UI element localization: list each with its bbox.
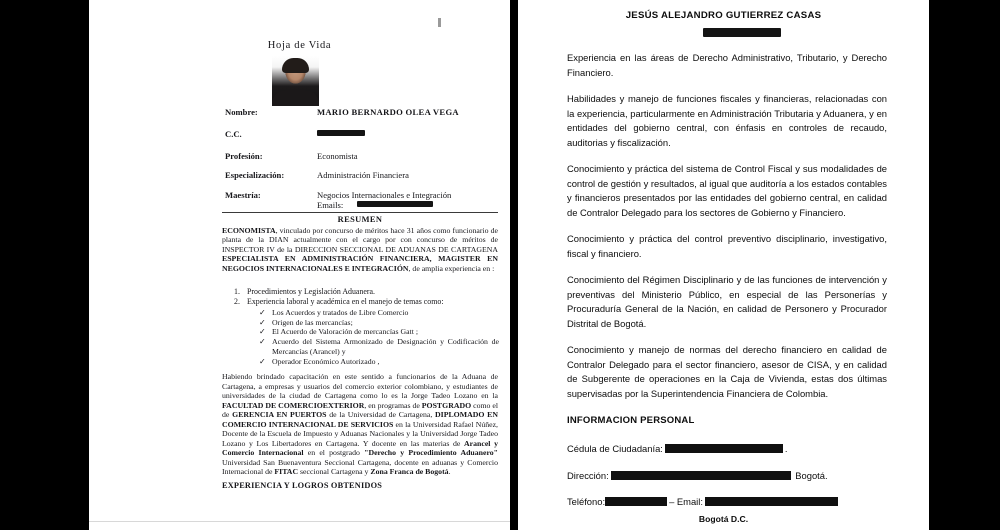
field-label-cc: C.C. [225,129,242,139]
paragraph: Conocimiento y manejo de normas del derecho financiero en calidad de Contralor Delegado para el sector financiero, asesor de CISA, y en calidad de Subgerente de operaciones en la Caja de Vivienda, estas dos últimas supervisadas por la Superintendencia Financiera de Colombia. [567,344,887,399]
personal-field-suffix: . [784,443,788,454]
email-separator-label: – Email: [669,496,703,507]
field-value-maestria: Negocios Internacionales e Integración [317,190,452,200]
field-value-especializacion: Administración Financiera [317,170,409,180]
check-list-item [259,318,499,328]
check-icon: ✓ [259,317,266,327]
candidate-name-heading: JESÚS ALEJANDRO GUTIERREZ CASAS [625,10,822,21]
document-page-right [518,0,929,530]
field-value-nombre: MARIO BERNARDO OLEA VEGA [317,107,459,117]
scan-corner-mark [438,18,441,27]
check-list-item [259,327,499,337]
personal-field-suffix: Bogotá. [792,470,828,481]
list-item [234,287,375,297]
check-list-item [259,357,499,367]
check-icon: ✓ [259,337,266,347]
horizontal-rule [222,212,498,213]
paragraph: Conocimiento y práctica del sistema de Control Fiscal y sus modalidades de control de gestión y resultados, al igual que auditoría a los estados contables y financieros presentados por las entidades del gobierno central, en calidad de Contralor Delegado para los sectores de Gobierno y Financiero. [567,163,887,218]
personal-field-telefono [567,496,840,507]
check-list-item-label: Origen de las mercancías; [272,317,353,327]
photo-hair-shape [282,58,309,73]
personal-field-direccion [567,470,828,481]
personal-field-label: Cédula de Ciudadanía: [567,443,663,454]
redaction-bar-cedula [665,444,783,453]
redaction-bar-email [705,497,838,506]
list-item-number: 2. [234,297,240,306]
scan-margin-left [0,0,89,530]
scan-margin-right [929,0,1000,530]
redaction-bar-name-subline [703,28,781,37]
teaching-experience-paragraph: Habiendo brindado capacitación en este sentido a funcionarios de la Aduana de Cartagena, a empresas y usuarios del comercio exterior colombiano, y estudiantes de universidades de la ciudad de Cartagena como lo es la Jorge Tadeo Lozano en la FACULTAD DE COMERCIOEXTERIOR, en programas de POSTGRADO como el de GERENCIA EN PUERTOS de la Universidad de Cartagena, DIPLOMADO EN COMERCIO INTERNACIONAL DE SERVICIOS en la Universidad Rafael Núñez, Docente de la Escuela de Impuesto y Aduanas Nacionales y la Universidad Jorge Tadeo Lozano y Los Libertadores en Cartagena. Y docente en las materias de Arancel y Comercio Internacional en el postgrado "Derecho y Procedimiento Aduanero" Universidad San Buenaventura Seccional Cartagena, docente en aduanas y Comercio Internacional de FITAC seccional Cartagena y Zona Franca de Bogotá. [222,372,499,476]
resumen-paragraph: ECONOMISTA, vinculado por concurso de méritos hace 31 años como funcionario de planta de la DIAN actualmente con el cargo por con concurso de méritos de INSPECTOR IV de la DIRECCION SECCIONAL DE ADUANAS DE CARTAGENA ESPECIALISTA EN ADMINISTRACIÓN FINANCIERA, MAGISTER EN NEGOCIOS INTERNACIONALES E INTEGRACIÓN, de amplia experiencia en : [222,226,498,273]
page-footer-city: Bogotá D.C. [698,514,749,524]
check-list-item-label: El Acuerdo de Valoración de mercancías Gatt ; [272,327,418,337]
personal-field-label: Teléfono: [567,496,606,507]
list-item [234,297,444,307]
paragraph: Experiencia en las áreas de Derecho Administrativo, Tributario, y Derecho Financiero. [567,52,887,78]
field-label-especializacion: Especialización: [225,170,285,180]
check-icon: ✓ [259,356,266,366]
paragraph: Habilidades y manejo de funciones fiscales y financieras, relacionadas con la experiencia, particularmente en Administración Tributaria y Aduanera, y en entidades del gobierno central, con énfasis en controles de recaudo, auditorias y fiscalización. [567,93,887,148]
field-label-nombre: Nombre: [225,107,258,117]
check-list [259,308,499,366]
check-list-item [259,337,499,356]
photo-shoulders-shape [272,90,319,106]
redaction-bar-telefono [605,497,667,506]
portrait-photo [272,56,319,106]
personal-field-label: Dirección: [567,470,609,481]
personal-field-cedula [567,443,788,454]
field-value-profesion: Economista [317,151,358,161]
paragraph: Conocimiento y práctica del control preventivo disciplinario, investigativo, fiscal y financiero. [567,233,887,259]
scan-margin-center [510,0,518,530]
paragraph: Conocimiento del Régimen Disciplinario y de las funciones de intervención y preventivas del Ministerio Público, en especial de las Personerías y Procuraduría General de la Nación, en calidad de Personero y Procurador Distrital de Bogotá. [567,274,887,329]
section-heading-informacion-personal: INFORMACION PERSONAL [567,415,695,426]
check-list-item [259,308,499,318]
check-icon: ✓ [259,327,266,337]
check-icon: ✓ [259,308,266,317]
section-heading-resumen: RESUMEN [337,215,383,224]
redaction-bar-cc [317,130,365,136]
list-item-number: 1. [234,287,240,296]
check-list-item-label: Operador Económico Autorizado , [272,356,380,366]
field-label-profesion: Profesión: [225,151,263,161]
list-item-label: Experiencia laboral y académica en el manejo de temas como: [247,297,444,306]
check-list-item-label: Acuerdo del Sistema Armonizado de Designación y Codificación de Mercancías (Arancel) y [272,337,499,356]
redaction-bar-direccion [611,471,791,480]
document-page-left [89,0,510,522]
field-label-emails: Emails: [317,200,344,210]
section-heading-experiencia: EXPERIENCIA Y LOGROS OBTENIDOS [222,481,383,490]
check-list-item-label: Los Acuerdos y tratados de Libre Comercio [272,308,409,317]
field-label-maestria: Maestría: [225,190,261,200]
list-item-label: Procedimientos y Legislación Aduanera. [247,287,375,296]
page-title: Hoja de Vida [267,40,332,51]
redaction-bar-emails [357,201,433,207]
